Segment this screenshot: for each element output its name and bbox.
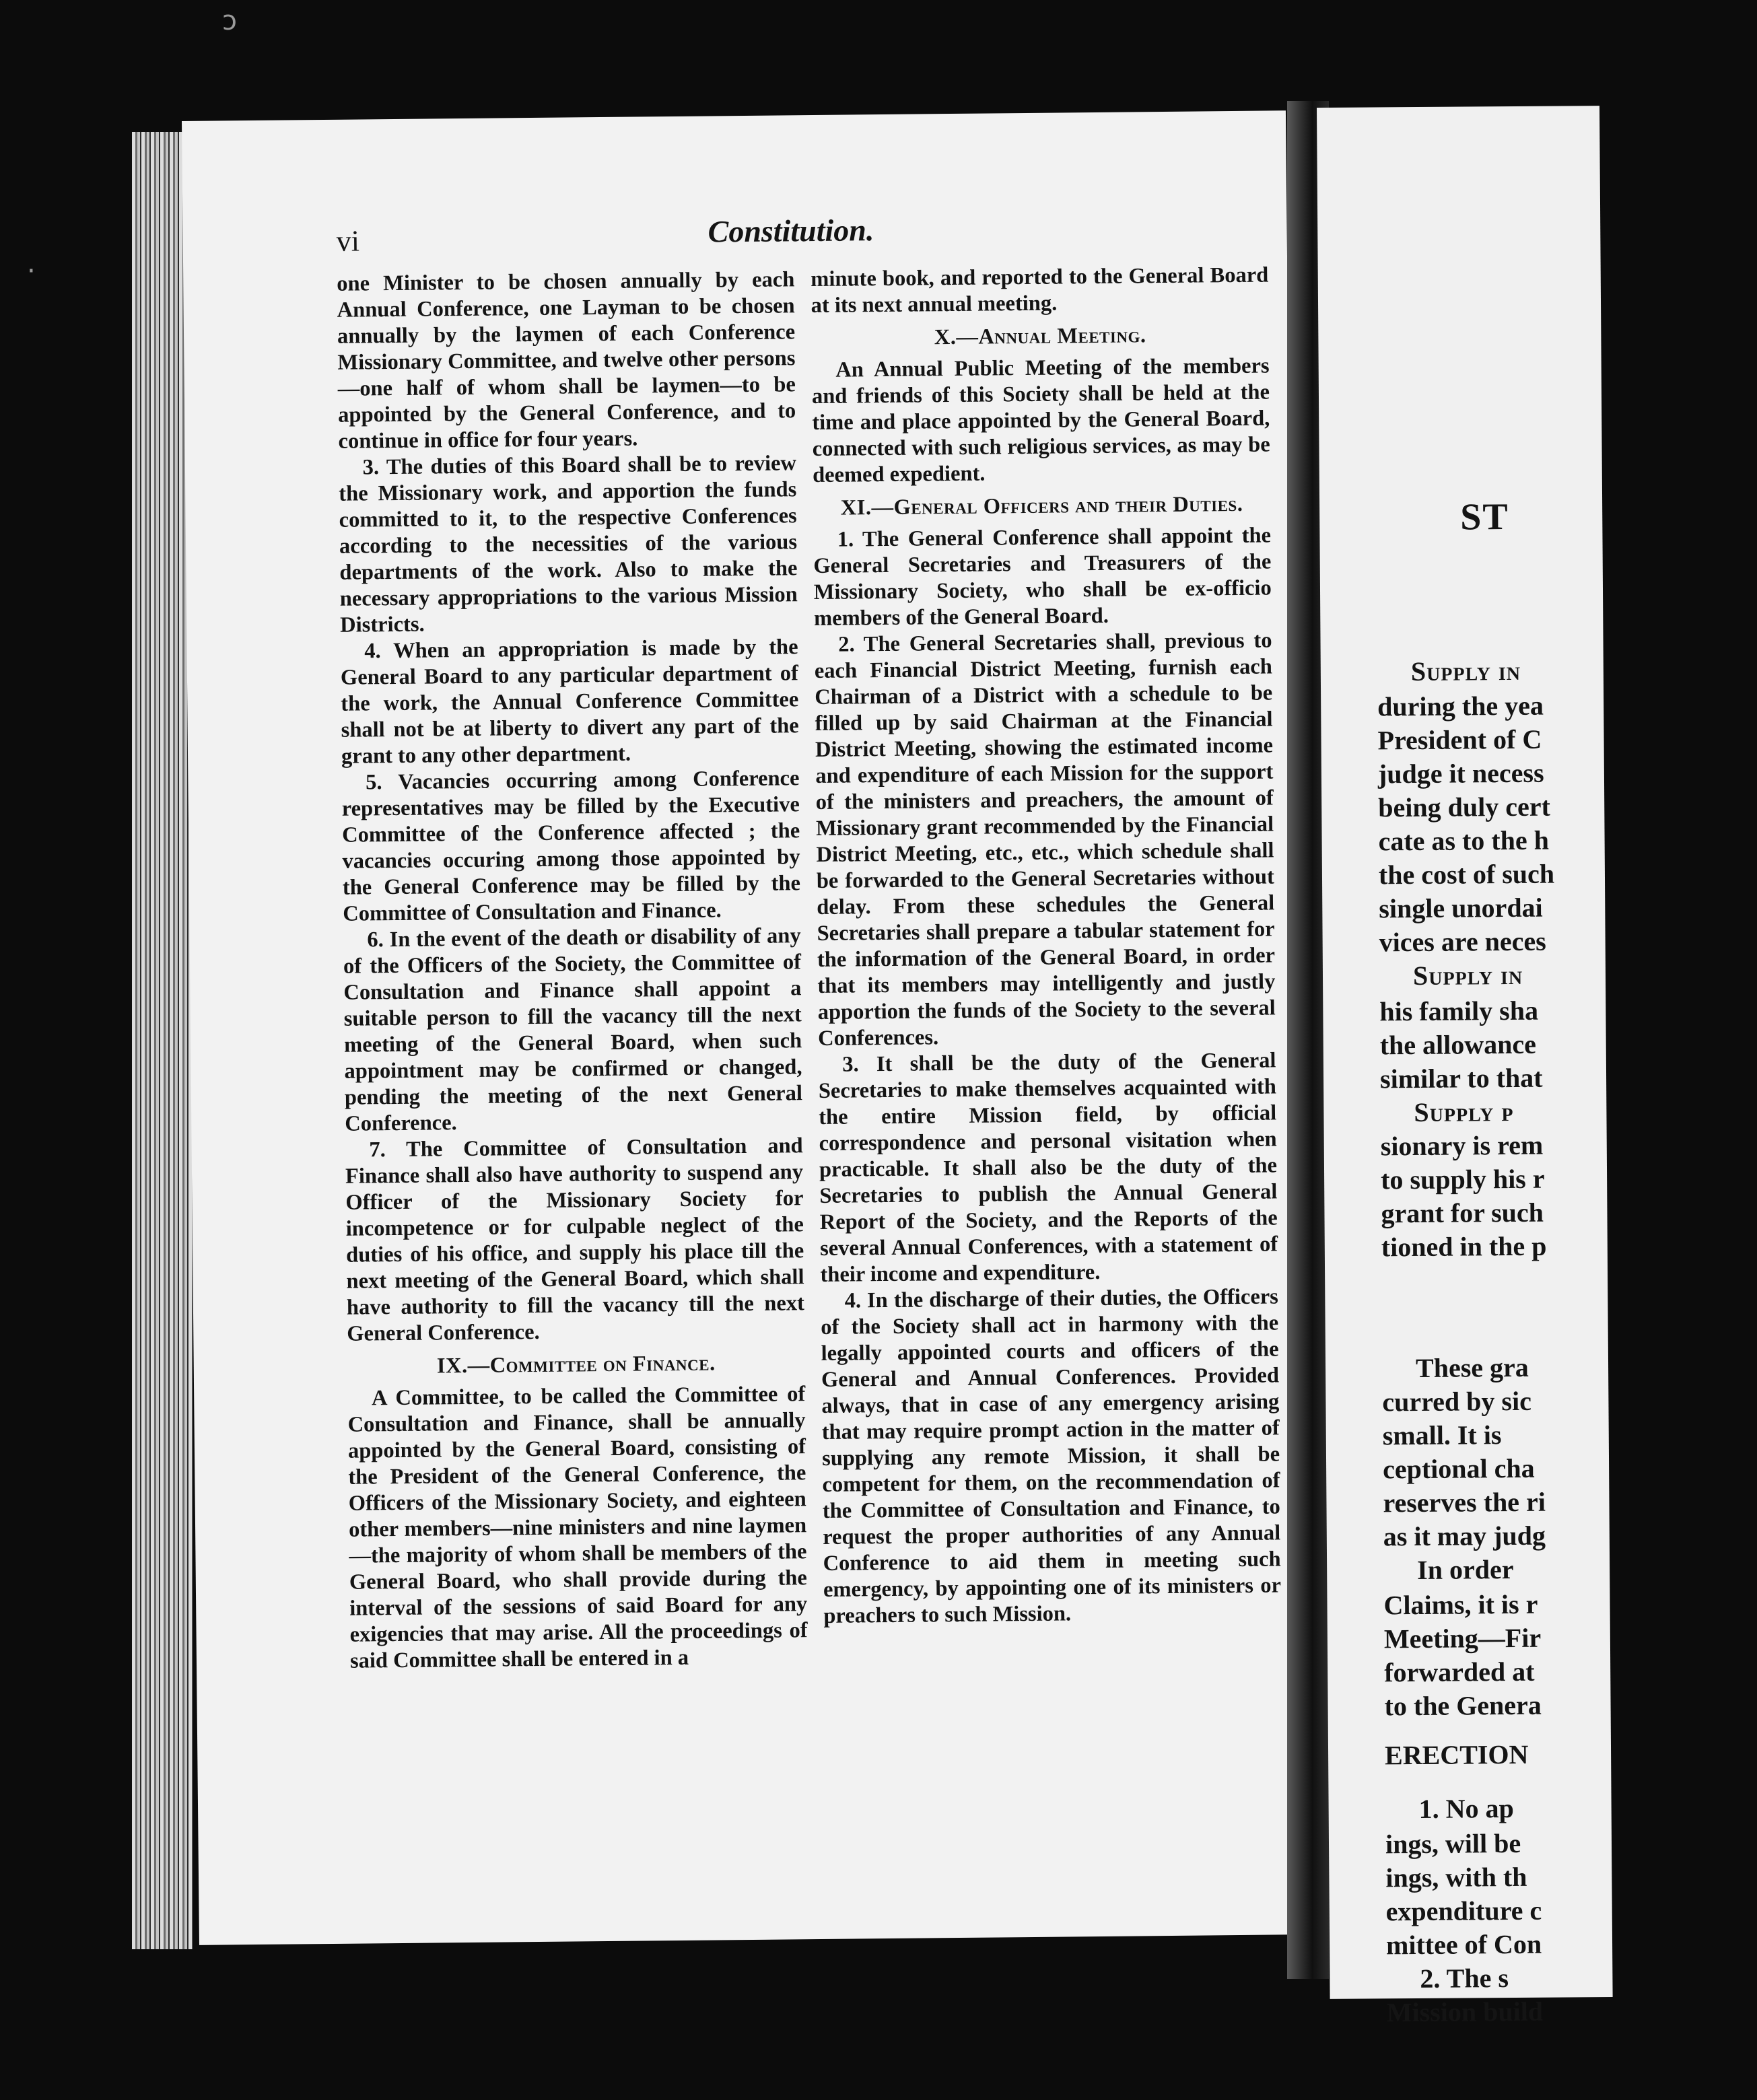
facing-page-line: 2. The s	[1420, 1963, 1509, 1994]
facing-page-line: ings, with th	[1385, 1861, 1527, 1893]
facing-page-line: being duly cert	[1378, 791, 1550, 823]
page-number: vi	[336, 224, 360, 258]
paragraph: one Minister to be chosen annually by each Annual Conference, one Layman to be chosen annually by the laymen of each Conference Missionary Committee, and twelve other persons—one half of whom shall be laymen—to be appointed by the General Conference, and to continue in office for four years.	[337, 267, 796, 454]
facing-page-line: the cost of such	[1378, 858, 1555, 890]
text-column-right	[811, 262, 1281, 1630]
facing-page-line: Supply in	[1410, 655, 1521, 687]
paragraph: 7. The Committee of Consultation and Finance shall also have authority to suspend any Officer of the Missionary Society for incompetence or for culpable neglect of the duties of his office, and supply his place till the next meeting of the General Board, which shall have authority to fill the vacancy till the next General Conference.	[345, 1133, 805, 1346]
facing-page-line: Meeting—Fir	[1383, 1622, 1542, 1654]
facing-page-line: Claims, it is r	[1383, 1588, 1538, 1621]
facing-page-line: single unordai	[1379, 892, 1543, 924]
section-heading: IX.—Committee on Finance.	[436, 1351, 716, 1378]
facing-page-line: Supply p	[1414, 1096, 1514, 1128]
paragraph: 1. The General Conference shall appoint the General Secretaries and Treasurers of the Missionary Society, who shall be ex-officio members of the General Board.	[813, 523, 1272, 631]
facing-page-line: reserves the ri	[1383, 1486, 1546, 1518]
paragraph: 5. Vacancies occurring among Conference representatives may be filled by the Executive Committee of the Conference affected ; the vacancies occuring among those appointed by the General Conference may be filled by the Committee of Consultation and Finance.	[341, 766, 801, 926]
left-page	[182, 110, 1303, 1945]
paragraph: 3. The duties of this Board shall be to review the Missionary work, and apportion the funds committed to it, to the respective Conferences according to the necessities of the various departments of the work. Also to make the necessary appropriations to the various Mission Districts.	[339, 451, 798, 637]
facing-page-line: cate as to the h	[1378, 825, 1550, 857]
facing-page-line: ceptional cha	[1382, 1452, 1535, 1485]
facing-page-text	[1340, 105, 1744, 2028]
facing-page-line: during the yea	[1377, 690, 1544, 722]
paragraph: 4. In the discharge of their duties, the Officers of the Society shall act in harmony with the legally appointed courts and officers of the General and Annual Conferences. Provided always, that in case of any emergency arising that may require prompt action in the matter of supplying any remote Mission, it shall be competent for them, on the recommendation of the Committee of Consultation and Finance, to request the proper authorities of any Annual Conference to aid them in meeting such emergency, by appointing one of its ministers or preachers to such Mission.	[821, 1284, 1282, 1628]
paragraph: 6. In the event of the death or disability of any of the Officers of the Society, the Committee of Consultation and Finance shall appoint a suitable person to fill the vacancy till the next meeting of the General Board, when such appointment may be confirmed or changed, pending the meeting of the next General Conference.	[343, 923, 803, 1136]
facing-page-line: mittee of Con	[1385, 1928, 1542, 1961]
paragraph: minute book, and reported to the General Board at its next annual meeting.	[811, 262, 1269, 318]
paragraph: 3. It shall be the duty of the General Secretaries to make themselves acquainted with the entire Mission field, by official correspondence and personal visitation when practicable. It shall also be the duty of the Secretaries to publish the Annual General Report of the Society, and the Reports of the several Annual Conferences, with a statement of their income and expenditure.	[818, 1048, 1278, 1287]
text-column-left	[337, 267, 808, 1674]
facing-page-line: President of C	[1377, 724, 1542, 756]
facing-page-line: In order	[1417, 1554, 1514, 1586]
section-heading: XI.—General Officers and their Duties.	[840, 491, 1243, 520]
paragraph: An Annual Public Meeting of the members and friends of this Society shall be held at the time and place appointed by the General Board, connected with such religious services, as may be deemed expedient.	[811, 353, 1270, 488]
facing-page-line: his family sha	[1379, 995, 1539, 1027]
facing-page-line: vices are neces	[1379, 925, 1546, 958]
facing-page-line: tioned in the p	[1381, 1230, 1547, 1263]
scan-mark: ↄ	[222, 5, 237, 36]
facing-page-line: Mission build	[1386, 1996, 1544, 2028]
facing-page-line: ings, will be	[1385, 1827, 1521, 1860]
facing-page-line: judge it necess	[1377, 757, 1544, 790]
facing-page-line: as it may judg	[1383, 1520, 1546, 1552]
facing-page-line: to supply his r	[1380, 1163, 1545, 1195]
running-title: Constitution.	[708, 213, 874, 249]
book-page-edges	[132, 132, 193, 1949]
facing-page-line: ERECTION	[1384, 1739, 1529, 1771]
page-header	[182, 208, 1287, 266]
section-heading: X.—Annual Meeting.	[934, 323, 1146, 350]
facing-page-line: Supply in	[1412, 959, 1523, 991]
facing-page	[1317, 106, 1613, 2028]
facing-page-line: sionary is rem	[1380, 1129, 1544, 1162]
facing-page-line: the allowance	[1379, 1028, 1537, 1061]
facing-page-line: to the Genera	[1384, 1689, 1542, 1722]
facing-page-line: similar to that	[1379, 1062, 1543, 1094]
facing-page-line: grant for such	[1381, 1197, 1544, 1229]
facing-page-line: small. It is	[1382, 1420, 1502, 1451]
facing-page-line: forwarded at	[1384, 1656, 1535, 1688]
scan-mark: ·	[27, 256, 36, 287]
paragraph: A Committee, to be called the Committee of Consultation and Finance, shall be annually appointed by the General Board, consisting of the President of the General Conference, the Officers of the Missionary Society, and eighteen other members—nine ministers and nine laymen—the majority of whom shall be members of the General Board, who shall provide during the interval of the sessions of said Board for any exigencies that may arise. All the proceedings of said Committee shall be entered in a	[347, 1382, 808, 1673]
facing-page-line: These gra	[1415, 1352, 1529, 1384]
facing-page-line: 1. No ap	[1418, 1793, 1514, 1825]
facing-page-line: ST	[1460, 496, 1509, 538]
facing-page-line: curred by sic	[1382, 1385, 1532, 1418]
paragraph: 4. When an appropriation is made by the General Board to any particular department of the work, the Annual Conference Committee shall not be at liberty to divert any part of the grant to any other department.	[340, 635, 799, 769]
paragraph: 2. The General Secretaries shall, previous to each Financial District Meeting, furnish each Chairman of a District with a schedule to be filled up by said Chairman at the Financial District Meeting, showing the estimated income and expenditure of each Mission for the support of the ministers and preachers, the amount of Missionary grant recommended by the Financial District Meeting, etc., etc., which schedule shall be forwarded to the General Secretaries without delay. From these schedules the General Secretaries shall prepare a tabular statement for the information of the General Board, in order that its members may intelligently and justly apportion the funds of the Society to the several Conferences.	[814, 628, 1276, 1051]
facing-page-line: expenditure c	[1385, 1895, 1542, 1927]
